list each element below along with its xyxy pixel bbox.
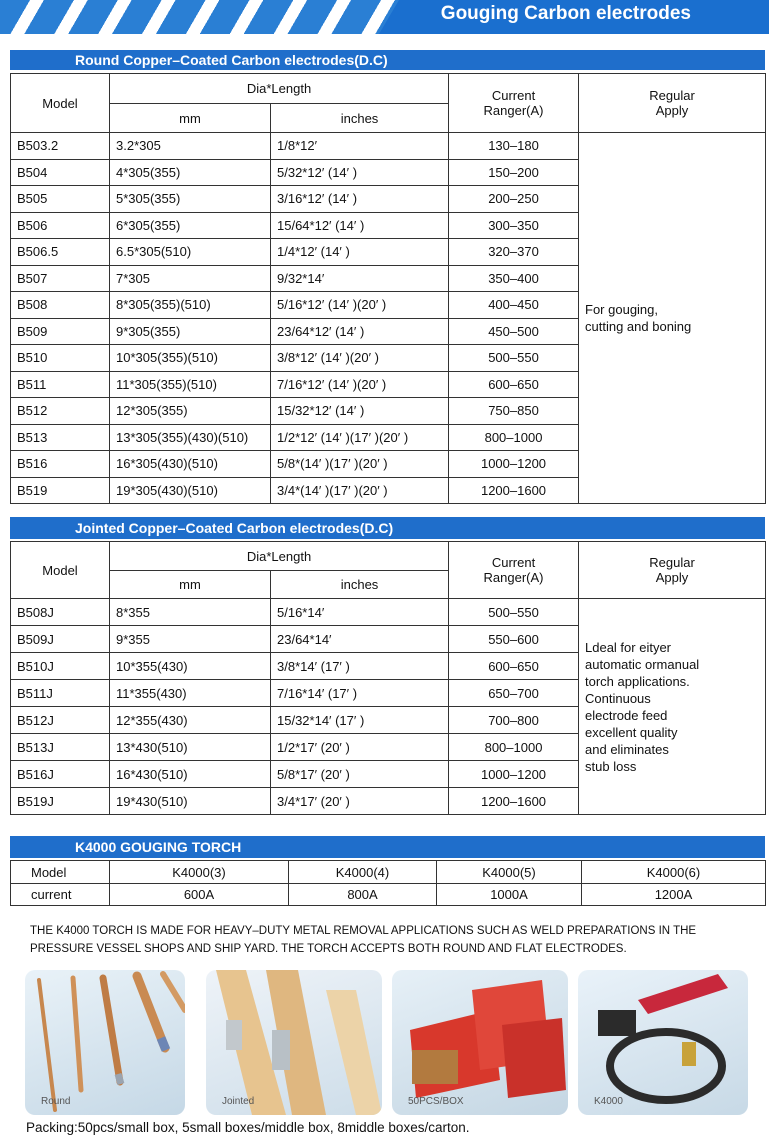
round-apply-text: For gouging, cutting and boning	[579, 133, 766, 504]
col-apply: Regular Apply	[579, 542, 766, 599]
torch-current-cell: 1000A	[437, 884, 582, 906]
torch-model-cell: K4000(6)	[582, 861, 766, 884]
inches-cell: 1/4*12′ (14′ )	[271, 239, 449, 266]
photo-caption: Jointed	[222, 1096, 255, 1107]
current-cell: 1000–1200	[449, 451, 579, 478]
current-cell: 300–350	[449, 212, 579, 239]
packing-info: Packing:50pcs/small box, 5small boxes/middle box, 8middle boxes/carton.	[26, 1120, 470, 1135]
current-cell: 1200–1600	[449, 788, 579, 815]
current-cell: 500–550	[449, 599, 579, 626]
torch-current-cell: 800A	[289, 884, 437, 906]
mm-cell: 8*355	[110, 599, 271, 626]
col-apply: Regular Apply	[579, 74, 766, 133]
model-cell: B504	[11, 159, 110, 186]
col-inches: inches	[271, 104, 449, 133]
jointed-apply-text: Ldeal for eityer automatic ormanual torch applications. Continuous electrode feed excellent quality and eliminates stub loss	[579, 599, 766, 815]
mm-cell: 12*355(430)	[110, 707, 271, 734]
mm-cell: 6.5*305(510)	[110, 239, 271, 266]
table-row	[11, 599, 766, 626]
model-cell: B516J	[11, 761, 110, 788]
model-cell: B508	[11, 292, 110, 319]
model-cell: B519	[11, 477, 110, 504]
torch-model-cell: K4000(4)	[289, 861, 437, 884]
jointed-electrodes-image	[206, 970, 382, 1115]
inches-cell: 5/8*(14′ )(17′ )(20′ )	[271, 451, 449, 478]
model-cell: B507	[11, 265, 110, 292]
inches-cell: 1/8*12′	[271, 133, 449, 160]
current-cell: 800–1000	[449, 424, 579, 451]
model-cell: B511J	[11, 680, 110, 707]
inches-cell: 5/16*14′	[271, 599, 449, 626]
inches-cell: 5/16*12′ (14′ )(20′ )	[271, 292, 449, 319]
page-title: Gouging Carbon electrodes	[440, 3, 691, 24]
mm-cell: 19*305(430)(510)	[110, 477, 271, 504]
mm-cell: 13*305(355)(430)(510)	[110, 424, 271, 451]
current-cell: 130–180	[449, 133, 579, 160]
torch-image	[578, 970, 748, 1115]
current-cell: 400–450	[449, 292, 579, 319]
model-cell: B513J	[11, 734, 110, 761]
col-model: Model	[11, 542, 110, 599]
jointed-section-title: Jointed Copper–Coated Carbon electrodes(D.C)	[10, 517, 765, 539]
inches-cell: 1/2*17′ (20′ )	[271, 734, 449, 761]
mm-cell: 16*430(510)	[110, 761, 271, 788]
box-pack-photo	[392, 970, 568, 1115]
current-cell: 500–550	[449, 345, 579, 372]
mm-cell: 16*305(430)(510)	[110, 451, 271, 478]
torch-model-cell: K4000(3)	[110, 861, 289, 884]
col-mm: mm	[110, 571, 271, 599]
col-inches: inches	[271, 571, 449, 599]
box-pack-image	[392, 970, 568, 1115]
torch-section-title: K4000 GOUGING TORCH	[10, 836, 765, 858]
header-banner	[0, 0, 769, 34]
mm-cell: 13*430(510)	[110, 734, 271, 761]
table-row	[11, 133, 766, 160]
round-electrodes-photo	[25, 970, 185, 1115]
photo-caption: Round	[41, 1096, 71, 1107]
jointed-electrodes-photo	[206, 970, 382, 1115]
current-cell: 600–650	[449, 653, 579, 680]
round-electrodes-image	[25, 970, 185, 1115]
col-dia-length: Dia*Length	[110, 542, 449, 571]
mm-cell: 11*305(355)(510)	[110, 371, 271, 398]
inches-cell: 23/64*14′	[271, 626, 449, 653]
current-cell: 650–700	[449, 680, 579, 707]
model-cell: B503.2	[11, 133, 110, 160]
inches-cell: 3/16*12′ (14′ )	[271, 186, 449, 213]
model-cell: B508J	[11, 599, 110, 626]
model-cell: B510J	[11, 653, 110, 680]
round-electrodes-table	[10, 73, 766, 504]
model-cell: B506	[11, 212, 110, 239]
col-current: Current Ranger(A)	[449, 542, 579, 599]
mm-cell: 8*305(355)(510)	[110, 292, 271, 319]
inches-cell: 7/16*14′ (17′ )	[271, 680, 449, 707]
inches-cell: 15/32*12′ (14′ )	[271, 398, 449, 425]
model-cell: B509	[11, 318, 110, 345]
inches-cell: 3/4*17′ (20′ )	[271, 788, 449, 815]
torch-current-cell: 1200A	[582, 884, 766, 906]
torch-model-cell: K4000(5)	[437, 861, 582, 884]
current-cell: 320–370	[449, 239, 579, 266]
model-cell: B516	[11, 451, 110, 478]
torch-note: THE K4000 TORCH IS MADE FOR HEAVY–DUTY METAL REMOVAL APPLICATIONS SUCH AS WELD PREPARATIONS IN THE PRESSURE VESSEL SHOPS AND SHIP YARD. THE TORCH ACCEPTS BOTH ROUND AND FLAT ELECTRODES.	[30, 925, 697, 955]
torch-current-label: current	[11, 884, 110, 906]
torch-current-cell: 600A	[110, 884, 289, 906]
col-mm: mm	[110, 104, 271, 133]
mm-cell: 5*305(355)	[110, 186, 271, 213]
current-cell: 800–1000	[449, 734, 579, 761]
inches-cell: 15/32*14′ (17′ )	[271, 707, 449, 734]
photo-caption: 50PCS/BOX	[408, 1096, 464, 1107]
mm-cell: 10*355(430)	[110, 653, 271, 680]
torch-model-label: Model	[11, 861, 110, 884]
col-current: Current Ranger(A)	[449, 74, 579, 133]
mm-cell: 11*355(430)	[110, 680, 271, 707]
mm-cell: 12*305(355)	[110, 398, 271, 425]
mm-cell: 9*355	[110, 626, 271, 653]
model-cell: B512	[11, 398, 110, 425]
mm-cell: 9*305(355)	[110, 318, 271, 345]
current-cell: 150–200	[449, 159, 579, 186]
inches-cell: 15/64*12′ (14′ )	[271, 212, 449, 239]
model-cell: B512J	[11, 707, 110, 734]
torch-table	[10, 860, 766, 906]
col-model: Model	[11, 74, 110, 133]
mm-cell: 4*305(355)	[110, 159, 271, 186]
photo-caption: K4000	[594, 1096, 623, 1107]
round-section-title: Round Copper–Coated Carbon electrodes(D.C)	[10, 50, 765, 70]
current-cell: 750–850	[449, 398, 579, 425]
current-cell: 600–650	[449, 371, 579, 398]
inches-cell: 3/8*14′ (17′ )	[271, 653, 449, 680]
model-cell: B510	[11, 345, 110, 372]
current-cell: 450–500	[449, 318, 579, 345]
current-cell: 1000–1200	[449, 761, 579, 788]
mm-cell: 7*305	[110, 265, 271, 292]
inches-cell: 5/8*17′ (20′ )	[271, 761, 449, 788]
model-cell: B505	[11, 186, 110, 213]
inches-cell: 7/16*12′ (14′ )(20′ )	[271, 371, 449, 398]
jointed-electrodes-table	[10, 541, 766, 815]
inches-cell: 9/32*14′	[271, 265, 449, 292]
torch-photo	[578, 970, 748, 1115]
inches-cell: 3/4*(14′ )(17′ )(20′ )	[271, 477, 449, 504]
inches-cell: 5/32*12′ (14′ )	[271, 159, 449, 186]
mm-cell: 6*305(355)	[110, 212, 271, 239]
model-cell: B509J	[11, 626, 110, 653]
current-cell: 700–800	[449, 707, 579, 734]
mm-cell: 19*430(510)	[110, 788, 271, 815]
mm-cell: 10*305(355)(510)	[110, 345, 271, 372]
inches-cell: 3/8*12′ (14′ )(20′ )	[271, 345, 449, 372]
inches-cell: 23/64*12′ (14′ )	[271, 318, 449, 345]
current-cell: 350–400	[449, 265, 579, 292]
current-cell: 1200–1600	[449, 477, 579, 504]
current-cell: 550–600	[449, 626, 579, 653]
model-cell: B513	[11, 424, 110, 451]
mm-cell: 3.2*305	[110, 133, 271, 160]
col-dia-length: Dia*Length	[110, 74, 449, 104]
model-cell: B506.5	[11, 239, 110, 266]
model-cell: B519J	[11, 788, 110, 815]
current-cell: 200–250	[449, 186, 579, 213]
model-cell: B511	[11, 371, 110, 398]
inches-cell: 1/2*12′ (14′ )(17′ )(20′ )	[271, 424, 449, 451]
